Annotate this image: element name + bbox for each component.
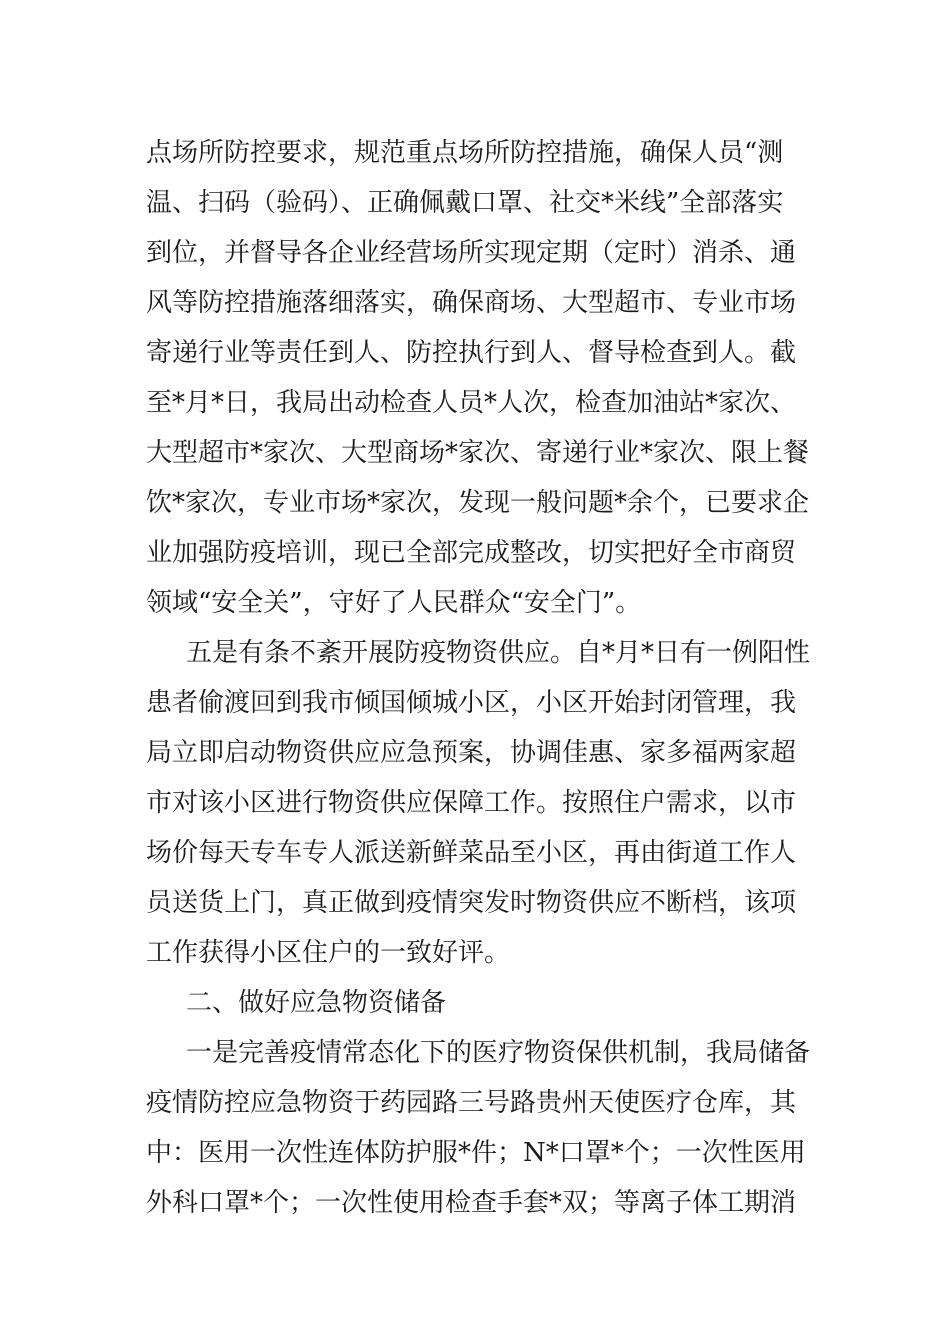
text-line: 外科口罩*个；一次性使用检查手套*双；等离子体工期消 xyxy=(146,1188,797,1218)
text-line: 寄递行业等责任到人、防控执行到人、督导检查到人。截 xyxy=(146,338,797,368)
text-line: 饮*家次，专业市场*家次，发现一般问题*余个，已要求企 xyxy=(146,488,810,518)
section-heading: 二、做好应急物资储备 xyxy=(186,988,447,1018)
text-line: 患者偷渡回到我市倾国倾城小区，小区开始封闭管理，我 xyxy=(146,688,797,718)
text-line: 中：医用一次性连体防护服*件；N*口罩*个；一次性医用 xyxy=(146,1138,806,1168)
text-line: 至*月*日，我局出动检查人员*人次，检查加油站*家次、 xyxy=(146,388,797,418)
paragraph-start-line: 一是完善疫情常态化下的医疗物资保供机制，我局储备 xyxy=(186,1038,811,1068)
text-line: 到位，并督导各企业经营场所实现定期（定时）消杀、通 xyxy=(146,238,797,268)
text-line: 局立即启动物资供应应急预案，协调佳惠、家多福两家超 xyxy=(146,738,797,768)
text-line: 疫情防控应急物资于药园路三号路贵州天使医疗仓库，其 xyxy=(146,1088,797,1118)
text-line: 温、扫码（验码）、正确佩戴口罩、社交*米线”全部落实 xyxy=(146,188,784,218)
text-line: 工作获得小区住户的一致好评。 xyxy=(146,938,511,968)
text-line: 领域“安全关”，守好了人民群众“安全门”。 xyxy=(146,588,642,618)
text-line: 大型超市*家次、大型商场*家次、寄递行业*家次、限上餐 xyxy=(146,438,810,468)
text-line: 业加强防疫培训，现已全部完成整改，切实把好全市商贸 xyxy=(146,538,797,568)
body-text xyxy=(146,128,811,1228)
text-line: 市对该小区进行物资供应保障工作。按照住户需求，以市 xyxy=(146,788,797,818)
text-line: 场价每天专车专人派送新鲜菜品至小区，再由街道工作人 xyxy=(146,838,797,868)
text-line: 风等防控措施落细落实，确保商场、大型超市、专业市场 xyxy=(146,288,797,318)
paragraph-start-line: 五是有条不紊开展防疫物资供应。自*月*日有一例阳性 xyxy=(186,638,811,668)
text-line: 点场所防控要求，规范重点场所防控措施，确保人员“测 xyxy=(146,138,784,168)
text-line: 员送货上门，真正做到疫情突发时物资供应不断档，该项 xyxy=(146,888,797,918)
